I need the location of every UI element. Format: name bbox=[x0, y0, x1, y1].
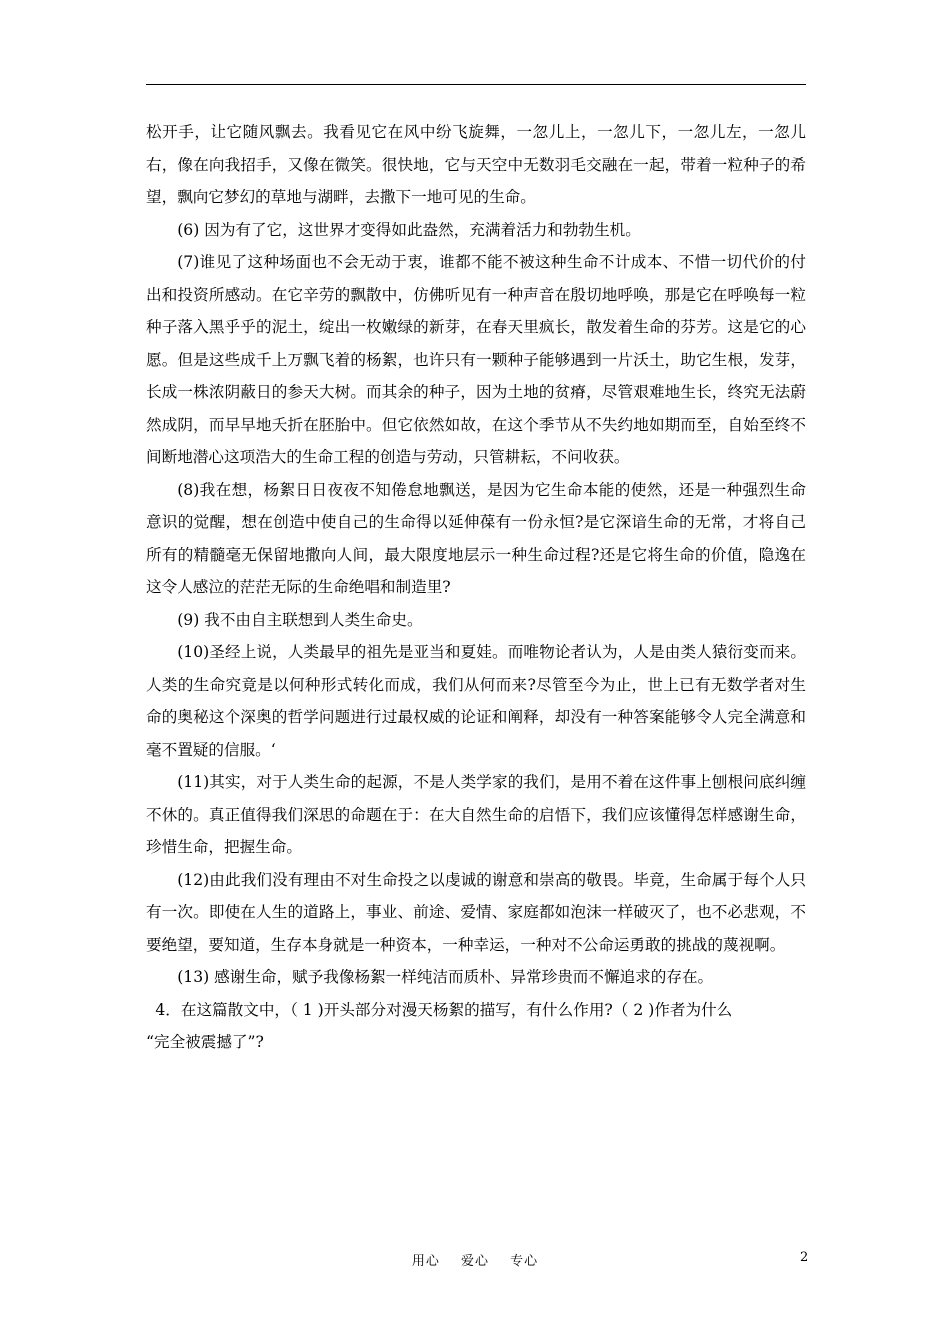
paragraph-12: (12)由此我们没有理由不对生命投之以虔诚的谢意和崇高的敬畏。毕竟，生命属于每个人只有一次。即使在人生的道路上，事业、前途、爱情、家庭都如泡沫一样破灭了，也不必悲观，不要绝望，要知道，生存本身就是一种资本，一种幸运，一种对不公命运勇敢的挑战的蔑视啊。 bbox=[146, 870, 806, 954]
paragraph-6: (6) 因为有了它，这世界才变得如此盎然，充满着活力和勃勃生机。 bbox=[177, 220, 641, 239]
paragraph-9: (9) 我不由自主联想到人类生命史。 bbox=[177, 610, 423, 629]
footer-motto-3: 专心 bbox=[510, 1254, 539, 1269]
paragraph-8: (8)我在想，杨絮日日夜夜不知倦怠地飘送，是因为它生命本能的使然，还是一种强烈生命意识的觉醒，想在创造中使自己的生命得以延伸葆有一份永恒?是它深谙生命的无常，才将自己所有的精髓毫无保留地撒向人间，最大限度地层示一种生命过程?还是它将生命的价值，隐逸在这令人感泣的茫茫无际的生命绝唱和制造里? bbox=[146, 480, 806, 596]
page-footer bbox=[0, 1250, 950, 1270]
question-4-line-1: 4．在这篇散文中，（ 1 )开头部分对漫天杨絮的描写，有什么作用?（ 2 )作者为什么 bbox=[155, 1000, 733, 1019]
paragraph-13: (13) 感谢生命，赋予我像杨絮一样纯洁而质朴、异常珍贵而不懈追求的存在。 bbox=[177, 968, 714, 986]
paragraph-5-continued: 松开手，让它随风飘去。我看见它在风中纷飞旋舞，一忽儿上，一忽儿下，一忽儿左，一忽儿右，像在向我招手，又像在微笑。很快地，它与天空中无数羽毛交融在一起，带着一粒种子的希望，飘向它梦幻的草地与湖畔，去撒下一地可见的生命。 bbox=[146, 123, 806, 206]
footer-motto-2: 爱心 bbox=[460, 1254, 489, 1269]
footer-motto-1: 用心 bbox=[411, 1254, 440, 1269]
document-body bbox=[146, 116, 806, 1059]
paragraph-7: (7)谁见了这种场面也不会无动于衷，谁都不能不被这种生命不计成本、不惜一切代价的付出和投资所感动。在它辛劳的飘散中，仿佛听见有一种声音在殷切地呼唤，那是它在呼唤每一粒种子落入黑乎乎的泥土，绽出一枚嫩绿的新芽，在春天里疯长，散发着生命的芬芳。这是它的心愿。但是这些成千上万飘飞着的杨絮，也许只有一颗种子能够遇到一片沃土，助它生根，发芽，长成一株浓阴蔽日的参天大树。而其余的种子，因为土地的贫瘠，尽管艰难地生长，终究无法蔚然成阴，而早早地夭折在胚胎中。但它依然如故，在这个季节从不失约地如期而至，自始至终不间断地潜心这项浩大的生命工程的创造与劳动，只管耕耘，不问收获。 bbox=[146, 253, 806, 466]
header-rule bbox=[146, 84, 806, 85]
paragraph-10: (10)圣经上说，人类最早的祖先是亚当和夏娃。而唯物论者认为，人是由类人猿衍变而来。人类的生命究竟是以何种形式转化而成，我们从何而来?尽管至今为止，世上已有无数学者对生命的奥秘这个深奥的哲学问题进行过最权威的论证和阐释，却没有一种答案能够令人完全满意和毫不置疑的信服。‘ bbox=[146, 643, 806, 759]
paragraph-11: (11)其实，对于人类生命的起源，不是人类学家的我们，是用不着在这件事上刨根问底纠缠不休的。真正值得我们深思的命题在于：在大自然生命的启悟下，我们应该懂得怎样感谢生命，珍惜生命，把握生命。 bbox=[146, 773, 806, 856]
page-number: 2 bbox=[800, 1250, 809, 1265]
question-4-line-2: “完全被震撼了”? bbox=[146, 1033, 264, 1051]
